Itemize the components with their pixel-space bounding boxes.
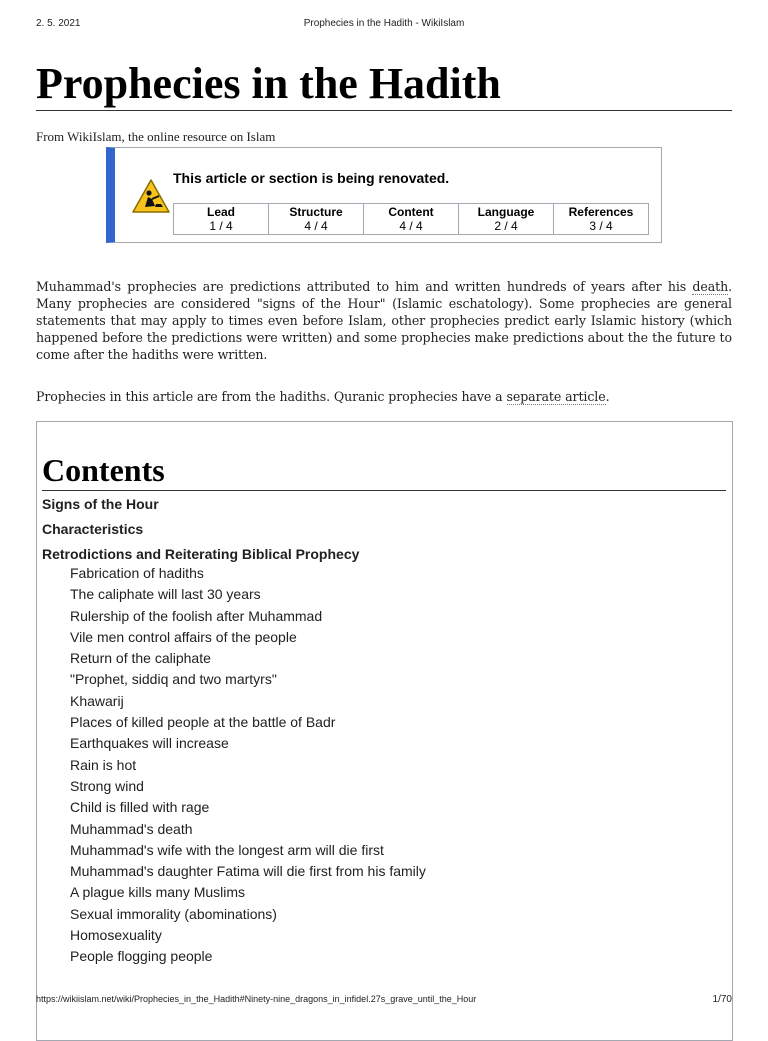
score-value: 1 / 4 — [209, 219, 233, 233]
note-text: . — [605, 389, 610, 404]
separate-article-link[interactable]: separate article — [506, 389, 606, 404]
score-label: References — [568, 205, 634, 219]
score-value: 4 / 4 — [304, 219, 328, 233]
print-url: https://wikiislam.net/wiki/Prophecies_in_the_Hadith#Ninety-nine_dragons_in_infidel.27s_grave_until_the_Hour — [36, 994, 477, 1004]
table-of-contents — [36, 421, 733, 1041]
score-cell-language — [459, 204, 554, 235]
toc-item-retrodictions-label[interactable]: Retrodictions and Reiterating Biblical Prophecy — [42, 546, 360, 562]
score-value: 2 / 4 — [494, 219, 518, 233]
toc-subitem[interactable]: Strong wind — [70, 777, 144, 794]
score-cell-structure — [269, 204, 364, 235]
renovation-notice-box — [106, 147, 662, 243]
note-text: Prophecies in this article are from the hadiths. Quranic prophecies have a — [36, 389, 507, 404]
quranic-note-paragraph — [36, 388, 732, 405]
toc-subitem[interactable]: A plague kills many Muslims — [70, 884, 246, 901]
toc-subitem[interactable]: Return of the caliphate — [70, 650, 211, 667]
quality-score-table — [173, 203, 649, 235]
toc-item-characteristics[interactable]: Characteristics — [42, 521, 144, 537]
site-subtitle: From WikiIslam, the online resource on Islam — [36, 129, 276, 144]
score-label: Language — [477, 205, 535, 219]
score-value: 3 / 4 — [589, 219, 613, 233]
toc-subitem[interactable]: Khawarij — [70, 692, 124, 709]
print-date: 2. 5. 2021 — [36, 18, 81, 29]
score-label: Lead — [206, 205, 235, 219]
toc-subitem[interactable]: Places of killed people at the battle of Badr — [70, 714, 336, 731]
construction-warning-icon — [131, 178, 171, 214]
score-value: 4 / 4 — [399, 219, 423, 233]
page-title: Prophecies in the Hadith — [36, 58, 732, 111]
print-header — [0, 18, 768, 32]
toc-sublist — [42, 563, 722, 968]
score-label: Content — [388, 205, 434, 219]
score-cell-content — [364, 204, 459, 235]
toc-subitem[interactable]: Muhammad's wife with the longest arm will die first — [70, 841, 384, 858]
toc-subitem[interactable]: Muhammad's daughter Fatima will die first from his family — [70, 863, 426, 880]
renovation-notice-title: This article or section is being renovated. — [173, 170, 450, 186]
toc-subitem[interactable]: Fabrication of hadiths — [70, 565, 204, 581]
toc-subitem[interactable]: Homosexuality — [70, 927, 162, 944]
print-footer — [0, 994, 768, 1008]
toc-subitem[interactable]: Sexual immorality (abominations) — [70, 905, 277, 922]
toc-subitem[interactable]: "Prophet, siddiq and two martyrs" — [70, 671, 277, 688]
toc-subitem[interactable]: Earthquakes will increase — [70, 735, 229, 752]
toc-subitem[interactable]: People flogging people — [70, 948, 213, 965]
toc-item-retrodictions — [42, 546, 722, 968]
score-label: Structure — [289, 205, 343, 219]
intro-text: . Many prophecies are considered "signs of the Hour" (Islamic eschatology). Some prophecies are general statements that may apply to times even before Islam, other prophecies predict early Islamic history (which happened before the predictions were written) and some prophecies make predictions about the the future to come after the hadiths were written. — [36, 279, 732, 362]
toc-title: Contents — [42, 450, 726, 491]
toc-subitem[interactable]: The caliphate will last 30 years — [70, 586, 261, 603]
toc-subitem[interactable]: Vile men control affairs of the people — [70, 628, 297, 645]
toc-subitem[interactable]: Child is filled with rage — [70, 799, 210, 816]
toc-list — [42, 496, 722, 972]
print-page-title: Prophecies in the Hadith - WikiIslam — [303, 18, 465, 29]
toc-item-signs-of-the-hour[interactable]: Signs of the Hour — [42, 496, 159, 512]
toc-subitem[interactable]: Muhammad's death — [70, 820, 193, 837]
death-link[interactable]: death — [692, 279, 729, 294]
intro-text: Muhammad's prophecies are predictions attributed to him and written hundreds of years after his — [36, 279, 693, 294]
toc-subitem[interactable]: Rulership of the foolish after Muhammad — [70, 607, 323, 624]
toc-subitem[interactable]: Rain is hot — [70, 756, 137, 773]
score-cell-lead — [174, 204, 269, 235]
intro-paragraph — [36, 278, 732, 363]
page-number: 1/70 — [712, 994, 732, 1005]
score-cell-references — [554, 204, 649, 235]
